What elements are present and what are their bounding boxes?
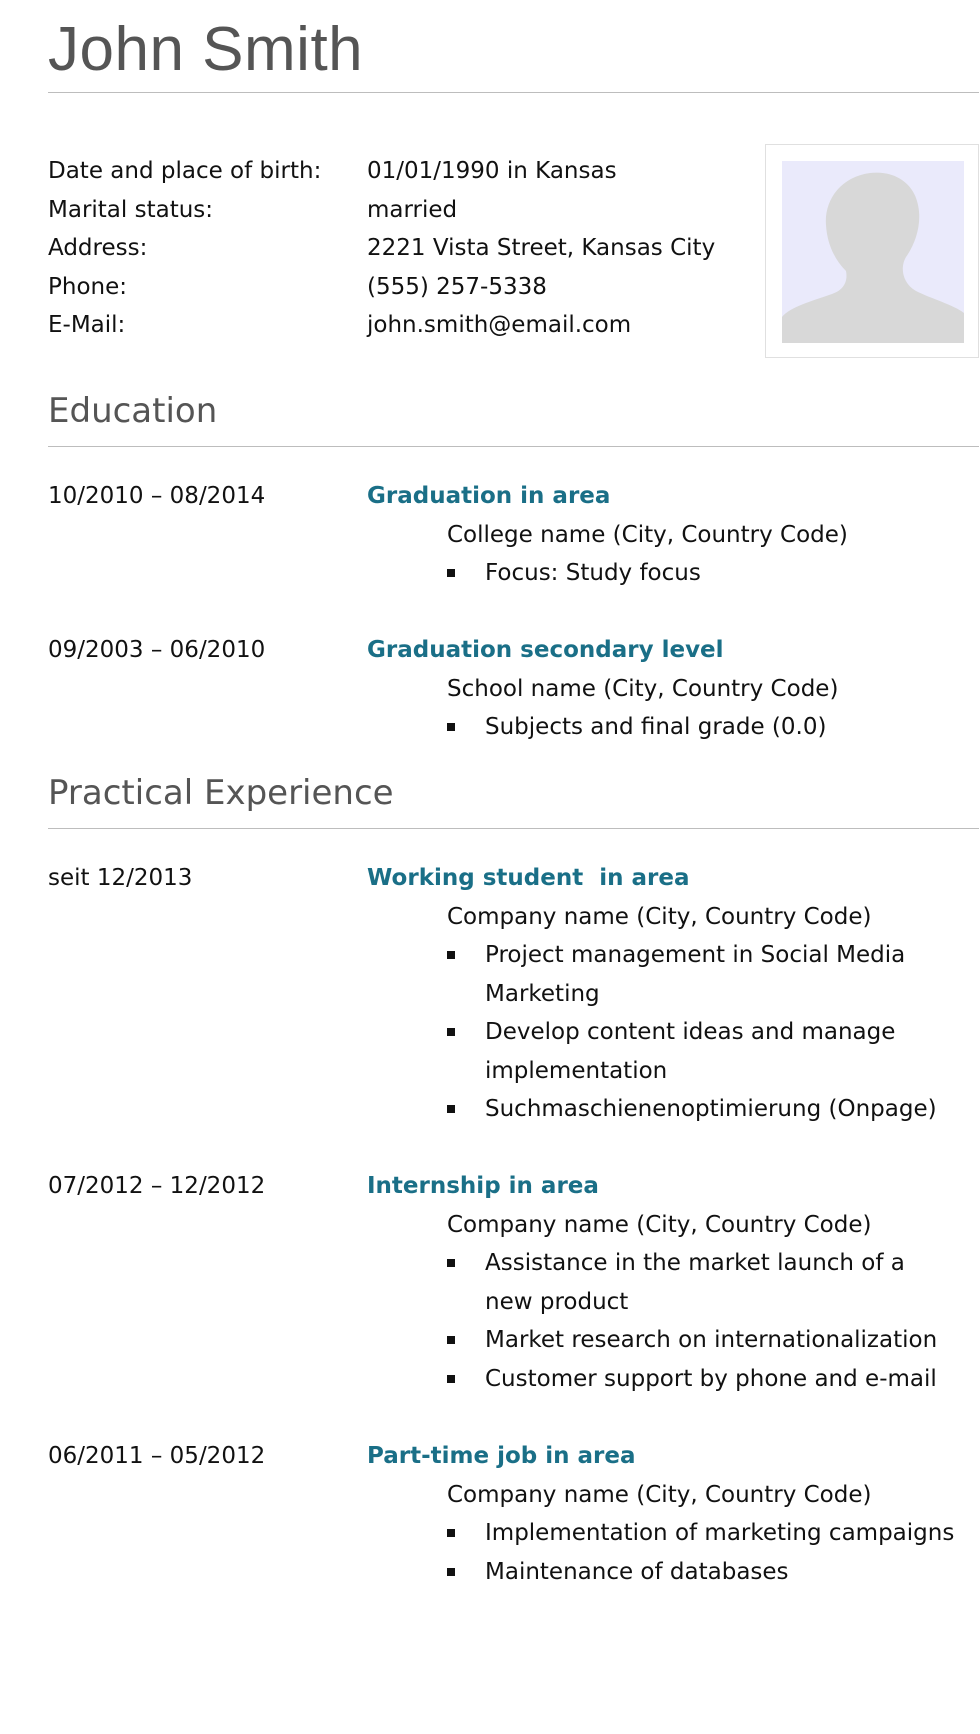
entry-date: 09/2003 – 06/2010 [48,637,266,663]
bullet-square-icon [447,1259,455,1267]
list-item: Focus: Study focus [447,554,967,593]
list-item: Customer support by phone and e-mail [447,1360,927,1399]
list-item: Maintenance of databases [447,1553,967,1592]
header-divider [48,92,979,93]
marital-label: Marital status: [48,196,214,223]
bullet-square-icon [447,723,455,731]
birth-label: Date and place of birth: [48,158,322,184]
avatar-silhouette-icon [782,161,964,343]
bullet-square-icon [447,569,455,577]
entry-bullets [447,936,937,1129]
entry-date: 06/2011 – 05/2012 [48,1443,266,1469]
entry-organization: School name (City, Country Code) [447,675,839,702]
bullet-square-icon [447,951,455,959]
entry-organization: Company name (City, Country Code) [447,1481,872,1508]
education-divider [48,446,979,447]
experience-heading: Practical Experience [48,773,394,813]
entry-title: Graduation secondary level [367,637,724,663]
list-item: Develop content ideas and manage implementation [447,1013,917,1090]
phone-value: (555) 257-5338 [367,273,547,300]
entry-title: Internship in area [367,1173,599,1199]
marital-value: married [367,196,458,223]
entry-title: Working student in area [367,865,690,891]
list-item: Market research on internationalization [447,1321,927,1360]
list-item: Subjects and final grade (0.0) [447,708,967,747]
education-heading: Education [48,391,218,431]
experience-divider [48,828,979,829]
list-item: Project management in Social Media Marketing [447,936,917,1013]
birth-value: 01/01/1990 in Kansas [367,158,617,184]
entry-bullets [447,554,967,593]
bullet-square-icon [447,1336,455,1344]
entry-organization: Company name (City, Country Code) [447,903,872,930]
entry-title: Part-time job in area [367,1443,636,1469]
bullet-square-icon [447,1028,455,1036]
entry-organization: College name (City, Country Code) [447,521,848,548]
email-value: john.smith@email.com [367,312,632,338]
entry-date: seit 12/2013 [48,865,193,891]
entry-date: 07/2012 – 12/2012 [48,1173,266,1199]
phone-label: Phone: [48,273,127,300]
bullet-square-icon [447,1375,455,1383]
address-value: 2221 Vista Street, Kansas City [367,235,716,261]
profile-photo [765,144,979,358]
entry-bullets [447,708,967,747]
bullet-square-icon [447,1568,455,1576]
entry-bullets [447,1244,938,1398]
list-item: Assistance in the market launch of a new product [447,1244,927,1321]
entry-date: 10/2010 – 08/2014 [48,483,266,509]
bullet-square-icon [447,1529,455,1537]
entry-bullets [447,1514,967,1591]
bullet-square-icon [447,1105,455,1113]
email-label: E-Mail: [48,312,126,338]
resume-name: John Smith [48,15,364,84]
entry-title: Graduation in area [367,483,611,509]
list-item: Suchmaschienenoptimierung (Onpage) [447,1090,917,1129]
address-label: Address: [48,235,148,261]
entry-organization: Company name (City, Country Code) [447,1211,872,1238]
list-item: Implementation of marketing campaigns [447,1514,967,1553]
